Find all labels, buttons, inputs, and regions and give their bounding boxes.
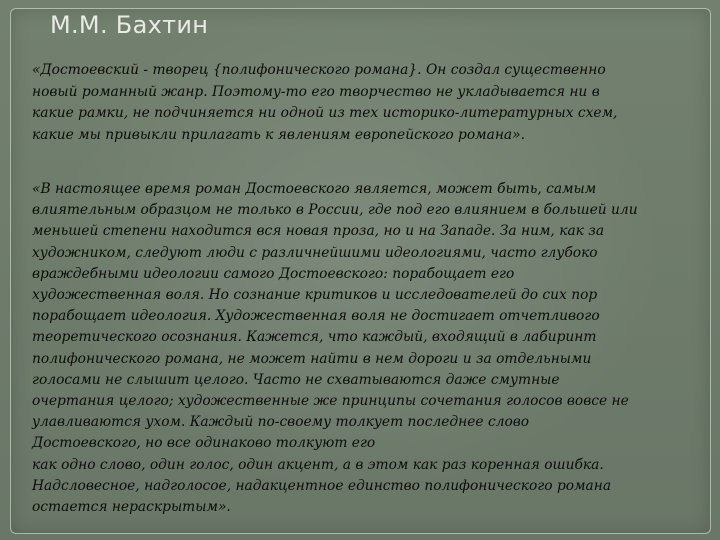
quote-paragraph-1: «Достоевский - творец {полифонического романа}. Он создал существенно новый романный жанр. Поэтому-то его творчество не укладывается ни в какие рамки, не подчиняется ни одной из тех историко-литературных схем, какие мы привыкли прилагать к явлениям европейского романа».: [32, 62, 618, 143]
quote-paragraph-2: «В настоящее время роман Достоевского является, может быть, самым влиятельным образцом не только в России, где под его влиянием в большей или меньшей степени находится вся новая проза, но и на Западе. За ним, как за художником, следуют люди с различнейшими идеологиями, часто глубоко враждебными идеологии самого Достоевского: порабощает его художественная воля. Но сознание критиков и исследователей до сих пор порабощает идеология. Художественная воля не достигает отчетливого теоретического осознания. Кажется, что каждый, входящий в лабиринт полифонического романа, не может найти в нем дороги и за отдельными голосами не слышит целого. Часто не схватываются даже смутные очертания целого; художественные же принципы сочетания голосов вовсе не улавливаются ухом. Каждый по-своему толкует последнее слово Достоевского, но все одинаково толкуют его как одно слово, один голос, один акцент, а в этом как раз коренная ошибка. Надсловесное, надголосое, надакцентное единство полифонического романа остается нераскрытым».: [32, 181, 638, 516]
slide-title: М.М. Бахтин: [50, 11, 209, 39]
